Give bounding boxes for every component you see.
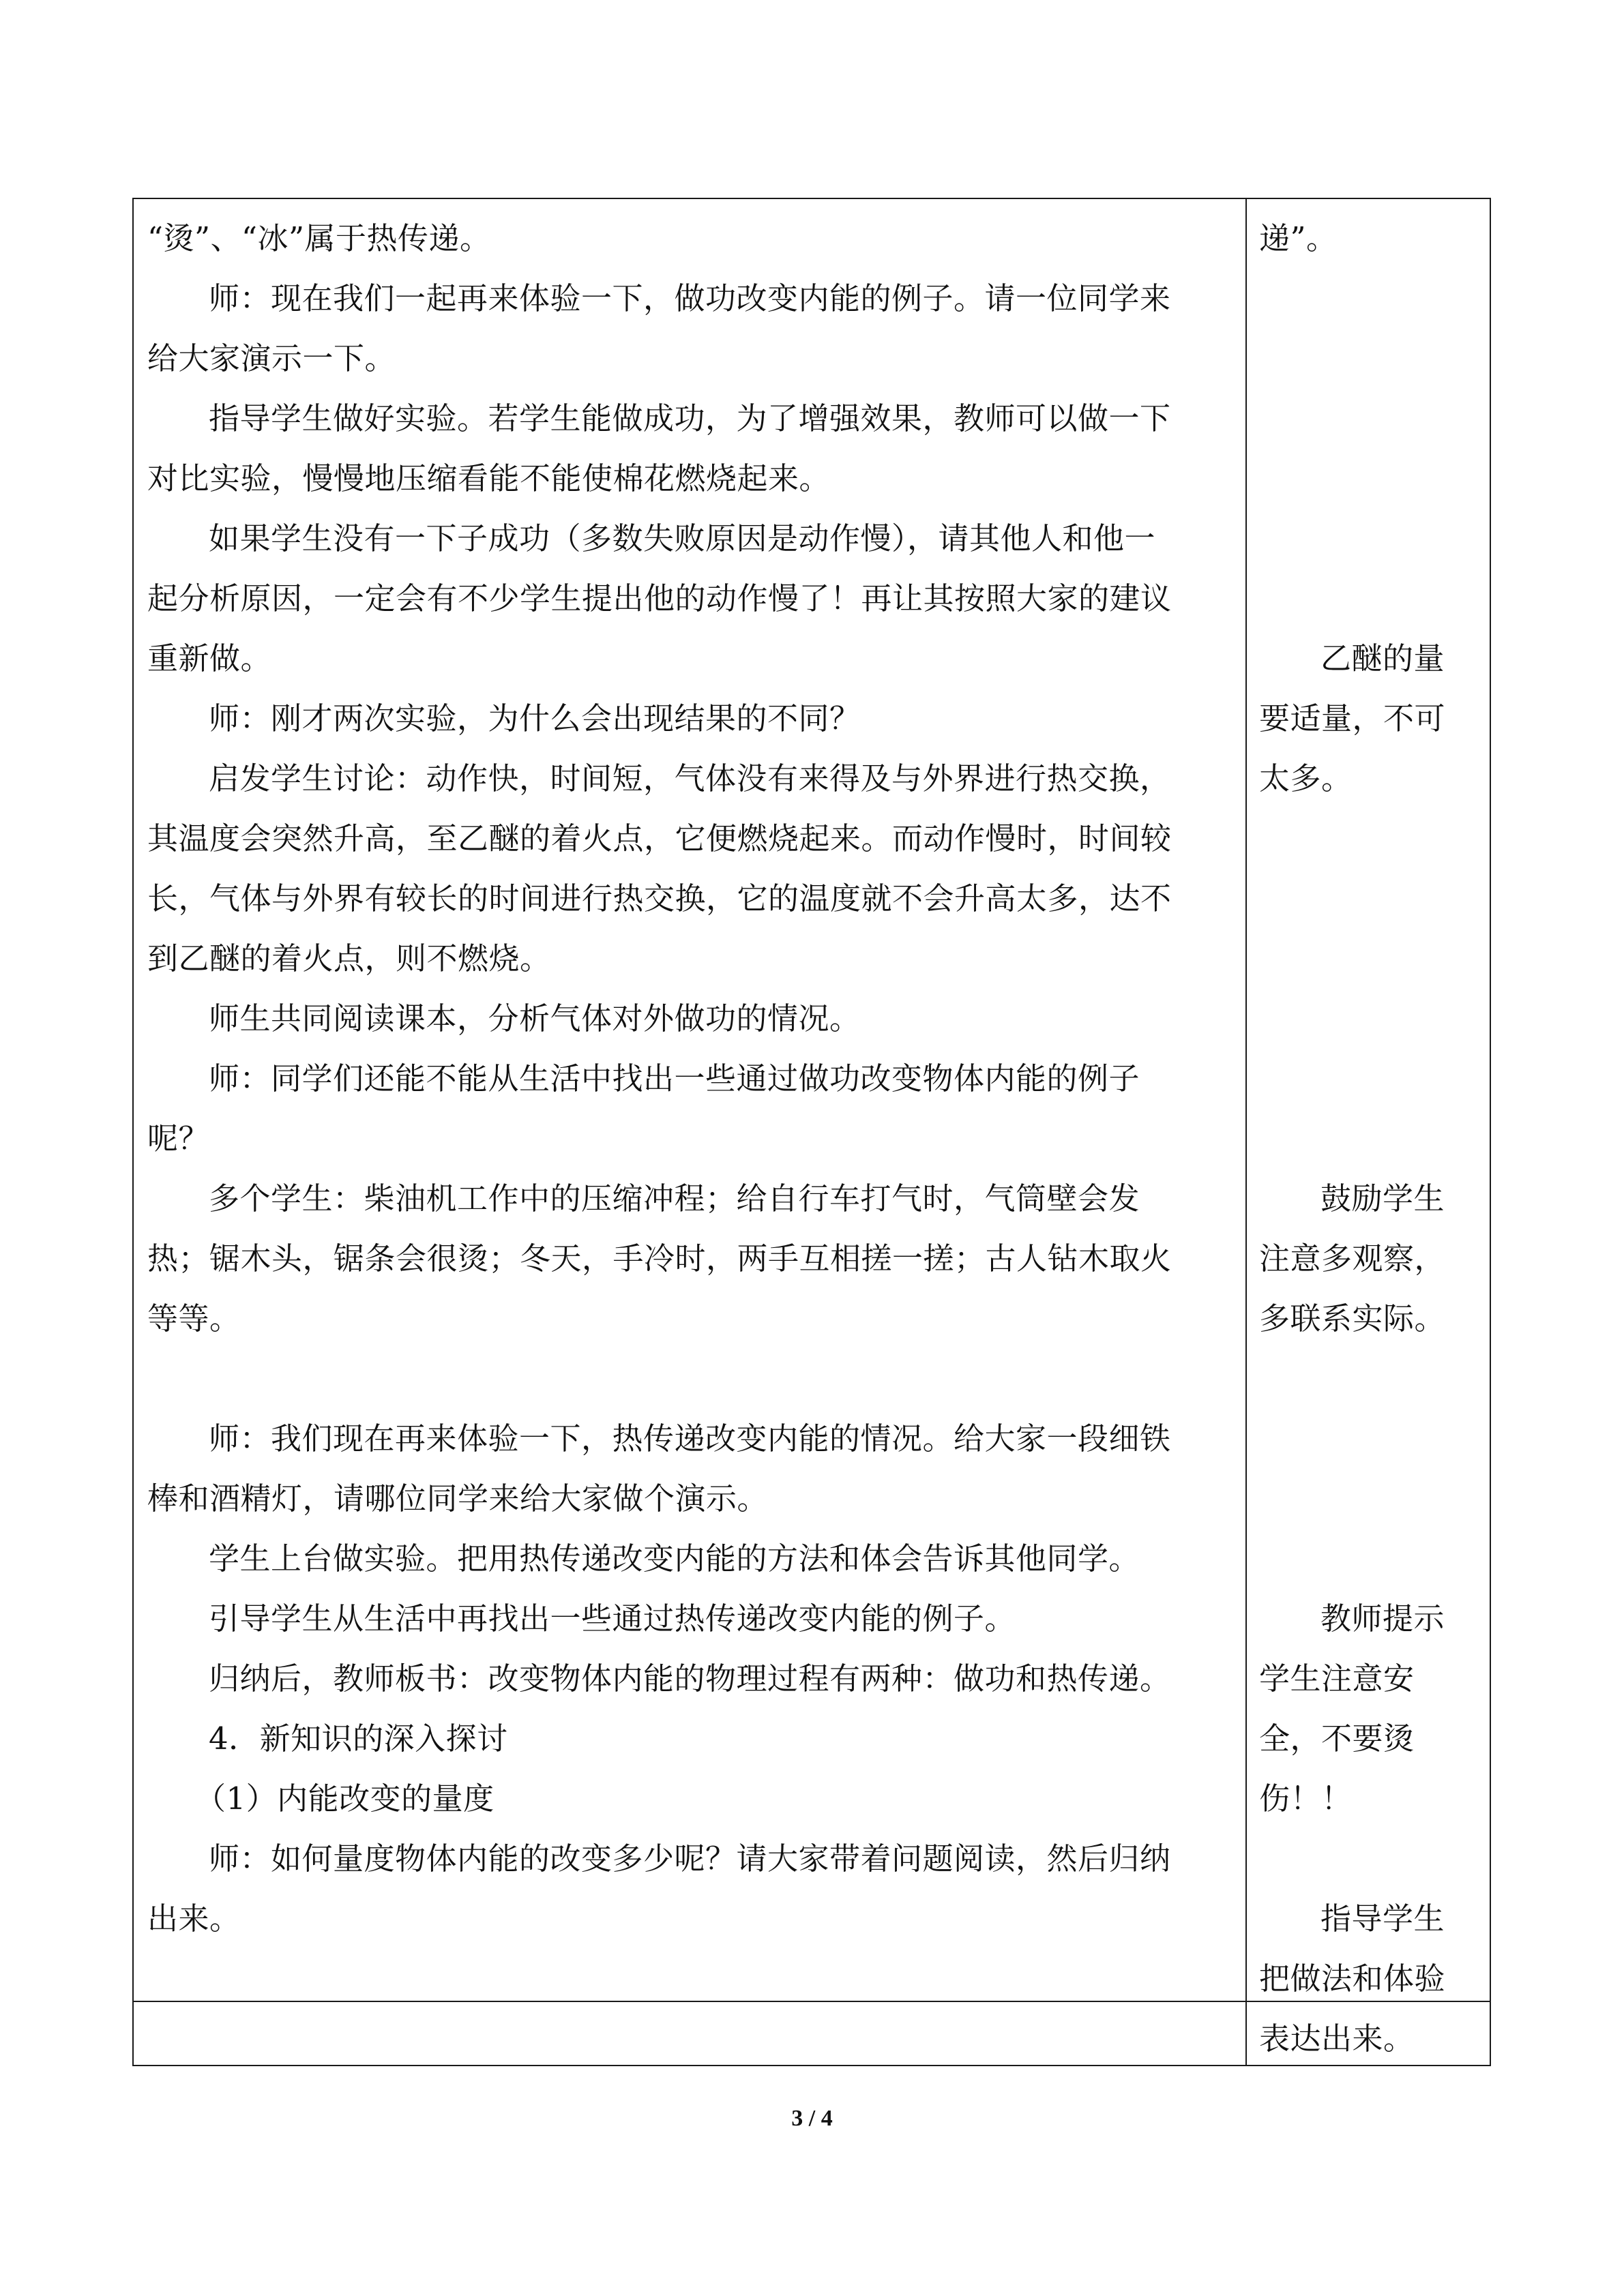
side-note-guide-3: 表达出来。	[1259, 2021, 1415, 2057]
main-line-28: 师：如何量度物体内能的改变多少呢？请大家带着问题阅读，然后归纳	[209, 1840, 1171, 1877]
main-blank-line	[147, 1349, 1236, 1409]
side-note-ether-3: 太多。	[1259, 760, 1353, 796]
side-note-encourage-1: 鼓励学生	[1320, 1180, 1445, 1217]
side-blank	[1259, 869, 1481, 929]
side-blank	[1259, 1349, 1481, 1409]
main-line-4: 指导学生做好实验。若学生能做成功，为了增强效果，教师可以做一下	[209, 400, 1171, 436]
main-line-24: 引导学生从生活中再找出一些通过热传递改变内能的例子。	[209, 1600, 1016, 1637]
side-note-safety-3: 全，不要烫	[1259, 1720, 1415, 1757]
main-line-17: 多个学生：柴油机工作中的压缩冲程；给自行车打气时，气筒壁会发	[209, 1180, 1140, 1217]
side-note-encourage-3: 多联系实际。	[1259, 1300, 1446, 1337]
main-line-19: 等等。	[147, 1300, 241, 1337]
main-line-3: 给大家演示一下。	[147, 340, 396, 376]
side-blank	[1259, 809, 1481, 869]
subsection-heading-1: （1）内能改变的量度	[195, 1780, 494, 1817]
side-note-guide-2: 把做法和体验	[1259, 1960, 1446, 1997]
side-blank	[1259, 989, 1481, 1049]
lesson-table	[132, 198, 1491, 2066]
main-line-6: 如果学生没有一下子成功（多数失败原因是动作慢），请其他人和他一	[209, 520, 1156, 556]
main-line-5: 对比实验，慢慢地压缩看能不能使棉花燃烧起来。	[147, 460, 831, 496]
teaching-process-cell	[147, 209, 1236, 1949]
side-note-safety-1: 教师提示	[1320, 1600, 1445, 1637]
side-blank	[1259, 1049, 1481, 1109]
side-blank	[1259, 329, 1481, 389]
side-blank	[1259, 269, 1481, 329]
side-blank	[1259, 1409, 1481, 1469]
side-blank	[1259, 1109, 1481, 1169]
main-line-14: 师生共同阅读课本，分析气体对外做功的情况。	[209, 1000, 861, 1037]
main-line-1: “烫”、“冰”属于热传递。	[147, 220, 491, 256]
main-line-16: 呢？	[147, 1120, 210, 1157]
main-line-25: 归纳后，教师板书：改变物体内能的物理过程有两种：做功和热传递。	[209, 1660, 1171, 1697]
side-note-ether-1: 乙醚的量	[1320, 640, 1445, 676]
main-line-22: 棒和酒精灯，请哪位同学来给大家做个演示。	[147, 1480, 769, 1517]
side-blank	[1259, 1829, 1481, 1889]
main-line-21: 师：我们现在再来体验一下，热传递改变内能的情况。给大家一段细铁	[209, 1420, 1171, 1457]
side-note-safety-4: 伤！！	[1259, 1780, 1353, 1817]
side-blank	[1259, 389, 1481, 449]
side-blank	[1259, 569, 1481, 629]
main-line-15: 师：同学们还能不能从生活中找出一些通过做功改变物体内能的例子	[209, 1060, 1140, 1097]
column-divider	[1245, 199, 1247, 2065]
side-note-guide-1: 指导学生	[1320, 1900, 1445, 1937]
main-line-10: 启发学生讨论：动作快，时间短，气体没有来得及与外界进行热交换，	[209, 760, 1171, 796]
main-line-13: 到乙醚的着火点，则不燃烧。	[147, 940, 551, 976]
main-line-11: 其温度会突然升高，至乙醚的着火点，它便燃烧起来。而动作慢时，时间较	[147, 820, 1172, 856]
design-notes-cell	[1259, 209, 1481, 2069]
side-blank	[1259, 1529, 1481, 1589]
main-line-7: 起分析原因，一定会有不少学生提出他的动作慢了！再让其按照大家的建议	[147, 580, 1172, 616]
main-line-18: 热；锯木头，锯条会很烫；冬天，手冷时，两手互相搓一搓；古人钻木取火	[147, 1240, 1172, 1277]
side-blank	[1259, 1469, 1481, 1529]
main-line-2: 师：现在我们一起再来体验一下，做功改变内能的例子。请一位同学来	[209, 280, 1171, 316]
page-number: 3 / 4	[791, 2106, 833, 2131]
side-blank	[1259, 509, 1481, 569]
side-line-1: 递”。	[1259, 220, 1338, 256]
side-note-encourage-2: 注意多观察，	[1259, 1240, 1446, 1277]
side-blank	[1259, 449, 1481, 509]
main-line-29: 出来。	[147, 1900, 241, 1937]
section-heading-4: 4．新知识的深入探讨	[209, 1720, 508, 1757]
side-note-ether-2: 要适量，不可	[1259, 700, 1446, 736]
main-line-9: 师：刚才两次实验，为什么会出现结果的不同？	[209, 700, 861, 736]
main-line-12: 长，气体与外界有较长的时间进行热交换，它的温度就不会升高太多，达不	[147, 880, 1172, 916]
side-blank	[1259, 929, 1481, 989]
main-line-8: 重新做。	[147, 640, 272, 676]
main-line-23: 学生上台做实验。把用热传递改变内能的方法和体会告诉其他同学。	[209, 1540, 1140, 1577]
side-note-safety-2: 学生注意安	[1259, 1660, 1415, 1697]
